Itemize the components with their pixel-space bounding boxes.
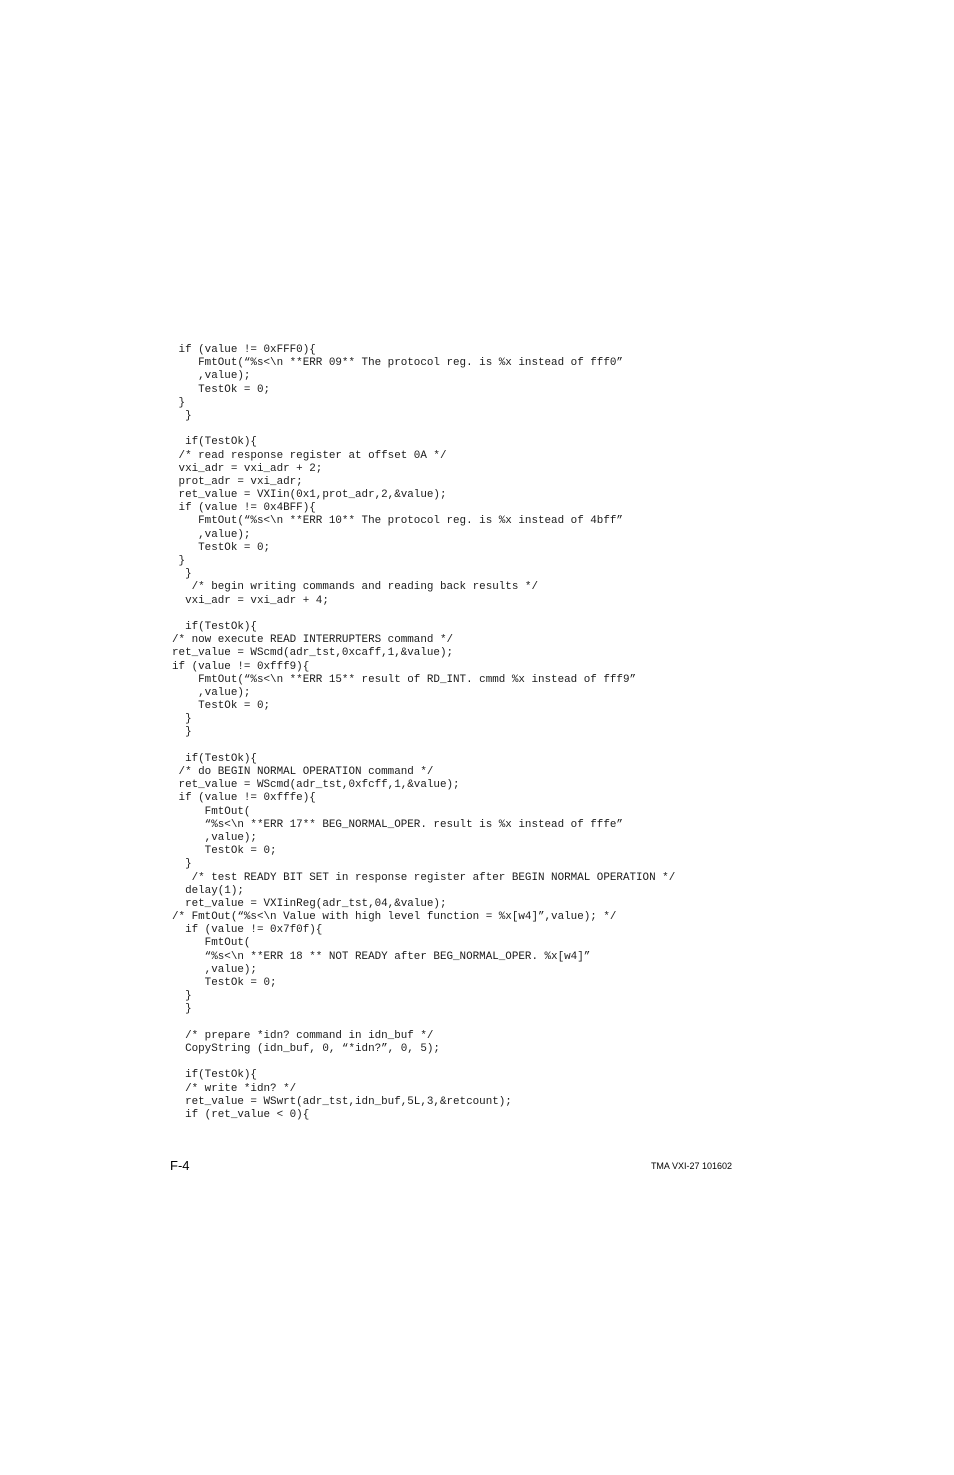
code-line: /* do BEGIN NORMAL OPERATION command */ bbox=[172, 766, 434, 778]
code-line: /* write *idn? */ bbox=[172, 1082, 297, 1095]
code-line: /* now execute READ INTERRUPTERS command */ bbox=[172, 634, 454, 647]
code-line: FmtOut(“%s<\n **ERR 10** The protocol reg. is %x instead of 4bff” bbox=[172, 515, 623, 528]
code-listing bbox=[172, 344, 675, 1122]
code-line: “%s<\n **ERR 17** BEG_NORMAL_OPER. result is %x instead of fffe” bbox=[172, 818, 623, 831]
code-line: vxi_adr = vxi_adr + 2; bbox=[172, 462, 323, 475]
code-line: ,value); bbox=[172, 686, 251, 699]
code-line: if (ret_value < 0){ bbox=[172, 1108, 310, 1121]
code-line: } bbox=[172, 396, 186, 409]
code-line: } bbox=[172, 568, 192, 581]
code-line bbox=[172, 1017, 675, 1030]
code-line: if (value != 0xfff9){ bbox=[172, 660, 310, 673]
code-line: vxi_adr = vxi_adr + 4; bbox=[172, 594, 329, 607]
code-line bbox=[172, 423, 675, 436]
code-line: ret_value = VXIin(0x1,prot_adr,2,&value); bbox=[172, 489, 447, 502]
code-line: if (value != 0x4BFF){ bbox=[172, 502, 316, 515]
code-line: TestOk = 0; bbox=[172, 845, 277, 858]
code-line: FmtOut(“%s<\n **ERR 09** The protocol reg. is %x instead of fff0” bbox=[172, 357, 623, 370]
code-line: /* FmtOut(“%s<\n Value with high level function = %x[w4]”,value); */ bbox=[172, 911, 617, 924]
code-line bbox=[172, 608, 675, 621]
code-line: TestOk = 0; bbox=[172, 977, 277, 989]
code-line: if (value != 0x7f0f){ bbox=[172, 924, 323, 937]
code-line: ,value); bbox=[172, 528, 251, 541]
code-line: /* read response register at offset 0A */ bbox=[172, 449, 447, 462]
code-line: ,value); bbox=[172, 831, 257, 844]
code-line: ,value); bbox=[172, 370, 251, 383]
code-line: FmtOut(“%s<\n **ERR 15** result of RD_INT. cmmd %x instead of fff9” bbox=[172, 673, 637, 686]
code-line: if(TestOk){ bbox=[172, 1069, 257, 1082]
code-line: } bbox=[172, 858, 192, 871]
code-line: if (value != 0xFFF0){ bbox=[172, 344, 316, 356]
code-line: ,value); bbox=[172, 963, 257, 976]
code-line: ret_value = VXIinReg(adr_tst,04,&value); bbox=[172, 897, 447, 910]
page-number: F-4 bbox=[170, 1158, 190, 1173]
code-line: delay(1); bbox=[172, 884, 244, 897]
code-line: } bbox=[172, 713, 192, 726]
code-line: if(TestOk){ bbox=[172, 620, 257, 633]
code-line: } bbox=[172, 726, 192, 739]
code-line: } bbox=[172, 990, 192, 1003]
code-line: TestOk = 0; bbox=[172, 541, 271, 554]
code-line: ret_value = WSwrt(adr_tst,idn_buf,5L,3,&retcount); bbox=[172, 1095, 512, 1108]
code-line: TestOk = 0; bbox=[172, 383, 271, 396]
code-line: if (value != 0xfffe){ bbox=[172, 792, 316, 805]
code-line: if(TestOk){ bbox=[172, 436, 257, 449]
code-line: CopyString (idn_buf, 0, “*idn?”, 0, 5); bbox=[172, 1042, 440, 1055]
code-line: TestOk = 0; bbox=[172, 700, 271, 713]
code-line: ret_value = WScmd(adr_tst,0xcaff,1,&value); bbox=[172, 647, 454, 660]
code-line: } bbox=[172, 1003, 192, 1016]
code-line: /* prepare *idn? command in idn_buf */ bbox=[172, 1029, 434, 1042]
code-line: “%s<\n **ERR 18 ** NOT READY after BEG_NORMAL_OPER. %x[w4]” bbox=[172, 950, 591, 963]
code-line: } bbox=[172, 555, 186, 567]
code-line: if(TestOk){ bbox=[172, 752, 257, 765]
code-line bbox=[172, 1056, 675, 1069]
code-line: FmtOut( bbox=[172, 805, 251, 818]
code-line bbox=[172, 740, 675, 753]
document-id: TMA VXI-27 101602 bbox=[650, 1161, 732, 1171]
code-line: ret_value = WScmd(adr_tst,0xfcff,1,&value); bbox=[172, 779, 460, 792]
code-line: } bbox=[172, 409, 192, 422]
code-line: /* test READY BIT SET in response register after BEGIN NORMAL OPERATION */ bbox=[172, 871, 676, 884]
code-line: FmtOut( bbox=[172, 937, 251, 950]
code-line: prot_adr = vxi_adr; bbox=[172, 475, 303, 488]
code-line: /* begin writing commands and reading back results */ bbox=[172, 581, 538, 594]
